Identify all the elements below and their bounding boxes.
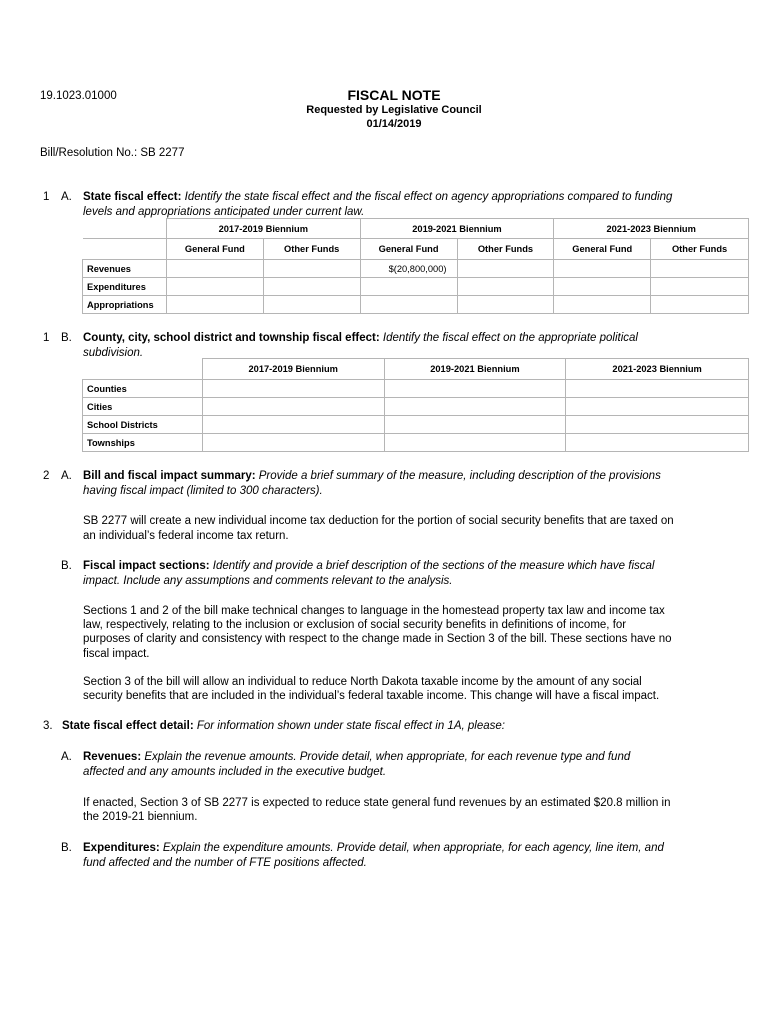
fund-header: Other Funds	[651, 239, 749, 260]
table-cell	[566, 416, 749, 434]
section-1b-heading: County, city, school district and township fiscal effect:	[83, 332, 380, 344]
section-1a-heading: State fiscal effect:	[83, 191, 182, 203]
fund-header: Other Funds	[263, 239, 360, 260]
table-cell	[566, 398, 749, 416]
section-3a-instruction-2: affected and any amounts included in the executive budget.	[83, 766, 387, 778]
table-corner	[83, 239, 167, 260]
section-2b-p2-line: security benefits that are included in the individual’s federal taxable income. This change will have a fiscal impact.	[83, 690, 660, 702]
section-3a-body-2: the 2019-21 biennium.	[83, 811, 198, 823]
table-cell	[651, 260, 749, 278]
political-subdivision-table	[82, 358, 749, 452]
table-cell	[202, 380, 384, 398]
bill-number: Bill/Resolution No.: SB 2277	[40, 147, 185, 159]
table-cell	[554, 260, 651, 278]
section-3a-heading-line	[83, 750, 763, 766]
section-2a-instruction-2: having fiscal impact (limited to 300 characters).	[83, 485, 323, 497]
fund-header: Other Funds	[457, 239, 554, 260]
table-cell	[457, 260, 554, 278]
table-cell	[554, 278, 651, 296]
document-number: 19.1023.01000	[40, 90, 117, 102]
section-1b-instruction: Identify the fiscal effect on the appropriate political	[382, 332, 638, 344]
table-cell	[457, 278, 554, 296]
table-cell	[263, 260, 360, 278]
section-3a-heading: Revenues:	[83, 751, 142, 763]
biennium-header: 2017-2019 Biennium	[166, 219, 360, 239]
section-2b-heading: Fiscal impact sections:	[83, 560, 210, 572]
table-row	[83, 278, 749, 296]
table-cell	[166, 278, 263, 296]
row-label: School Districts	[83, 416, 203, 434]
section-2a-heading: Bill and fiscal impact summary:	[83, 470, 256, 482]
table-cell	[263, 278, 360, 296]
section-2a-instruction: Provide a brief summary of the measure, including description of the provisions	[258, 470, 661, 482]
row-label: Counties	[83, 380, 203, 398]
table-cell	[457, 296, 554, 314]
table-cell	[384, 398, 566, 416]
section-1a-heading-line	[83, 190, 763, 206]
table-cell	[202, 416, 384, 434]
section-2b-p2-line: Section 3 of the bill will allow an individual to reduce North Dakota taxable income by the amount of any social	[83, 676, 642, 688]
biennium-header: 2021-2023 Biennium	[554, 219, 749, 239]
section-2b-p1-line: fiscal impact.	[83, 648, 150, 660]
section-2b-heading-line	[83, 559, 763, 575]
section-3a-instruction: Explain the revenue amounts. Provide detail, when appropriate, for each revenue type and fund	[144, 751, 631, 763]
section-3-instruction: For information shown under state fiscal effect in 1A, please:	[196, 720, 505, 732]
table-row	[83, 434, 749, 452]
section-2a-heading-line	[83, 469, 763, 485]
table-cell	[166, 296, 263, 314]
section-1b-number: 1	[43, 332, 50, 344]
section-1a-letter: A.	[61, 191, 72, 203]
table-row	[83, 260, 749, 278]
section-3a-letter: A.	[61, 751, 72, 763]
table-cell	[384, 380, 566, 398]
row-label: Appropriations	[83, 296, 167, 314]
section-2b-letter: B.	[61, 560, 72, 572]
section-1a-instruction: Identify the state fiscal effect and the fiscal effect on agency appropriations compared to funding	[184, 191, 673, 203]
table-cell	[166, 260, 263, 278]
section-1b-letter: B.	[61, 332, 72, 344]
section-3b-instruction: Explain the expenditure amounts. Provide detail, when appropriate, for each agency, line item, and	[162, 842, 664, 854]
biennium-header: 2021-2023 Biennium	[566, 359, 749, 380]
row-label: Expenditures	[83, 278, 167, 296]
section-2a-letter: A.	[61, 470, 72, 482]
table-row	[83, 380, 749, 398]
section-2b-p1-line: Sections 1 and 2 of the bill make technical changes to language in the homestead property tax law and income tax	[83, 605, 665, 617]
section-1b-heading-line	[83, 331, 763, 347]
table-row	[83, 398, 749, 416]
table-cell	[263, 296, 360, 314]
table-cell	[651, 296, 749, 314]
section-3b-instruction-2: fund affected and the number of FTE positions affected.	[83, 857, 367, 869]
section-2a-body-2: an individual’s federal income tax return.	[83, 530, 289, 542]
table-cell	[651, 278, 749, 296]
table-cell	[360, 296, 457, 314]
section-2b-p1-line: law, respectively, relating to the inclusion or exclusion of social security benefits in definitions of income, for	[83, 619, 627, 631]
section-3b-heading-line	[83, 841, 763, 857]
table-row	[83, 416, 749, 434]
fund-header: General Fund	[166, 239, 263, 260]
table-corner	[83, 219, 167, 239]
biennium-header: 2019-2021 Biennium	[360, 219, 554, 239]
table-cell	[202, 434, 384, 452]
row-label: Revenues	[83, 260, 167, 278]
table-cell	[360, 278, 457, 296]
table-cell	[566, 434, 749, 452]
section-1a-number: 1	[43, 191, 50, 203]
requested-by: Requested by Legislative Council	[306, 104, 482, 116]
section-3a-body-1: If enacted, Section 3 of SB 2277 is expected to reduce state general fund revenues by an estimated $20.8 million in	[83, 797, 671, 809]
table-cell	[554, 296, 651, 314]
section-1a-instruction-2: levels and appropriations anticipated under current law.	[83, 206, 365, 218]
table-cell	[384, 416, 566, 434]
biennium-header: 2019-2021 Biennium	[384, 359, 566, 380]
row-label: Townships	[83, 434, 203, 452]
table-cell	[566, 380, 749, 398]
section-2a-number: 2	[43, 470, 50, 482]
table-cell	[202, 398, 384, 416]
section-3-number: 3.	[43, 720, 53, 732]
section-2b-instruction-2: impact. Include any assumptions and comments relevant to the analysis.	[83, 575, 453, 587]
table-row	[83, 296, 749, 314]
section-2b-p1-line: purposes of clarity and consistency with respect to the change made in Section 3 of the bill. These sections have no	[83, 633, 672, 645]
section-2a-body-1: SB 2277 will create a new individual income tax deduction for the portion of social security benefits that are taxed on	[83, 515, 674, 527]
row-label: Cities	[83, 398, 203, 416]
section-3-heading: State fiscal effect detail:	[62, 720, 194, 732]
section-3b-letter: B.	[61, 842, 72, 854]
fund-header: General Fund	[360, 239, 457, 260]
section-2b-instruction: Identify and provide a brief description of the sections of the measure which have fiscal	[212, 560, 655, 572]
section-3-heading-line	[62, 719, 505, 735]
date: 01/14/2019	[366, 118, 422, 130]
table-cell: $(20,800,000)	[360, 260, 457, 278]
section-3b-heading: Expenditures:	[83, 842, 160, 854]
page-title: FISCAL NOTE	[347, 87, 441, 103]
state-fiscal-effect-table	[82, 218, 749, 314]
table-corner	[83, 359, 203, 380]
biennium-header: 2017-2019 Biennium	[202, 359, 384, 380]
fund-header: General Fund	[554, 239, 651, 260]
section-1b-instruction-2: subdivision.	[83, 347, 144, 359]
table-cell	[384, 434, 566, 452]
